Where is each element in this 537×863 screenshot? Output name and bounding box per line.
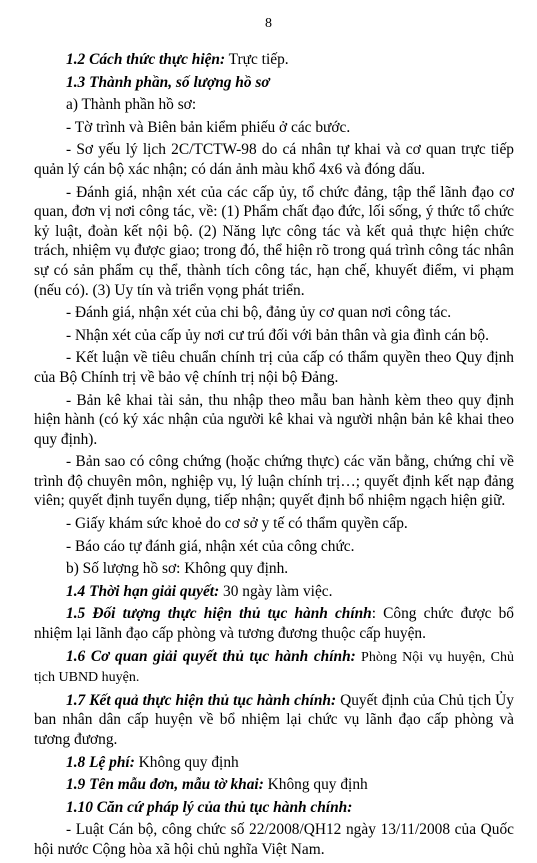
section-1-2-value: Trực tiếp. [225,51,289,68]
section-1-6-label: 1.6 Cơ quan giải quyết thủ tục hành chính: [66,647,356,665]
list-item: - Sơ yếu lý lịch 2C/TCTW-98 do cá nhân tự khai và cơ quan trực tiếp quản lý cán bộ xác nhận; có dán ảnh màu khổ 4x6 và đóng dấu. [34,141,514,178]
section-1-2 [34,50,514,70]
legal-basis-item: - Luật Cán bộ, công chức số 22/2008/QH12 ngày 13/11/2008 của Quốc hội nước Cộng hòa xã hội chủ nghĩa Việt Nam. [34,821,514,858]
list-item: - Đánh giá, nhận xét của các cấp ủy, tổ chức đảng, tập thể lãnh đạo cơ quan, đơn vị nơi công tác, về: (1) Phẩm chất đạo đức, lối sống, ý thức tổ chức kỷ luật, đoàn kết nội bộ. (2) Năng lực công tác và kết quả thực hiện chức trách, nhiệm vụ được giao; trong đó, thể hiện rõ trong quá trình công tác nhân sự có sản phẩm cụ thể, thành tích công tác, hạn chế, khuyết điểm, vi phạm (nếu có). (3) Uy tín và triển vọng phát triển. [34,183,514,299]
list-item: - Giấy khám sức khoẻ do cơ sở y tế có thẩm quyền cấp. [66,515,408,533]
section-1-7-value: Quyết định của Chủ tịch Ủy ban nhân dân cấp huyện về bổ nhiệm lại chức vụ lãnh đạo cấp phòng và tương đương. [34,691,514,748]
list-item: - Đánh giá, nhận xét của chi bộ, đảng ủy cơ quan nơi công tác. [66,304,452,322]
section-1-7-label: 1.7 Kết quả thực hiện thủ tục hành chính: [66,691,337,709]
section-1-9 [34,775,514,795]
list-item: - Kết luận về tiêu chuẩn chính trị của cấp có thẩm quyền theo Quy định của Bộ Chính trị về bảo vệ chính trị nội bộ Đảng. [34,349,514,386]
section-1-9-label: 1.9 Tên mẫu đơn, mẫu tờ khai: [66,776,264,794]
section-1-5-label: 1.5 Đối tượng thực hiện thủ tục hành chính [66,605,372,623]
section-1-9-value: Không quy định [263,776,368,794]
section-1-5 [34,604,514,643]
list-item: - Tờ trình và Biên bản kiểm phiếu ở các bước. [66,118,351,136]
section-1-10-label: 1.10 Căn cứ pháp lý của thủ tục hành chính: [66,798,353,816]
section-1-4-label: 1.4 Thời hạn giải quyết: [66,582,220,600]
list-item: - Báo cáo tự đánh giá, nhận xét của công chức. [66,537,355,555]
section-1-4-value: 30 ngày làm việc. [219,582,333,600]
section-1-8-value: Không quy định [134,753,239,771]
section-1-6-value: Phòng Nội vụ huyện, Chủ tịch UBND huyện. [34,649,514,686]
section-1-2-label: 1.2 Cách thức thực hiện: [66,51,226,68]
section-1-6 [34,647,514,688]
list-item: - Nhận xét của cấp ủy nơi cư trú đối với bản thân và gia đình cán bộ. [66,326,489,344]
section-1-3-label: 1.3 Thành phần, số lượng hồ sơ [66,73,270,91]
document-body [34,50,514,863]
section-1-8-label: 1.8 Lệ phí: [66,753,135,771]
section-1-4 [34,582,514,602]
page-number: 8 [265,16,272,31]
section-1-5-value: : Công chức được bổ nhiệm lại lãnh đạo cấp phòng và tương đương thuộc cấp huyện. [34,605,514,643]
subsection-a-label: a) Thành phần hồ sơ: [66,96,197,114]
section-1-10 [34,798,514,818]
section-1-3 [34,73,514,93]
section-1-7 [34,691,514,750]
subsection-b-label: b) Số lượng hồ sơ: Không quy định. [66,560,289,578]
list-item: - Bản kê khai tài sản, thu nhập theo mẫu ban hành kèm theo quy định hiện hành (có ký xác nhận của người kê khai và người nhận bản kê khai theo quy định). [34,391,514,448]
list-item: - Bản sao có công chứng (hoặc chứng thực) các văn bằng, chứng chỉ về trình độ chuyên môn, nghiệp vụ, lý luận chính trị…; quyết định kết nạp đảng viên; quyết định tuyển dụng, tiếp nhận; quyết định bổ nhiệm ngạch hiện giữ. [34,453,514,510]
section-1-8 [34,753,514,773]
